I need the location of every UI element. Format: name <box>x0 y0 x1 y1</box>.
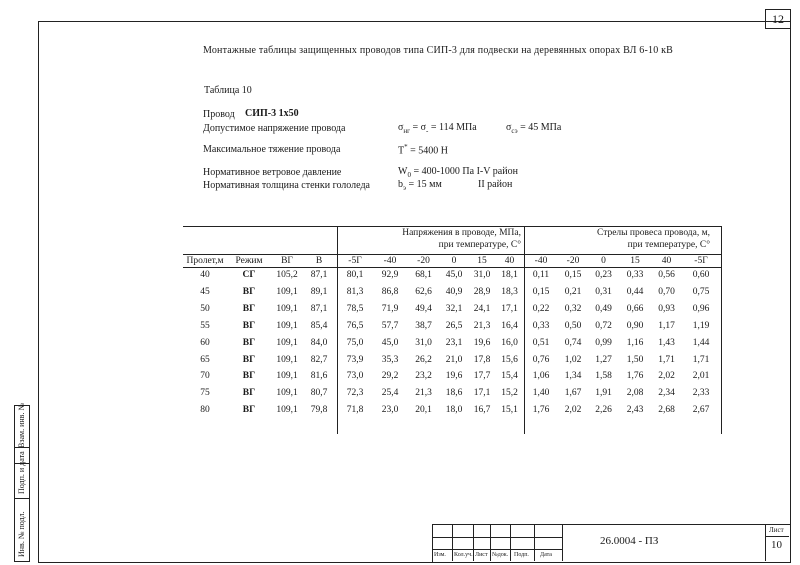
table-cell: 0,90 <box>626 320 644 331</box>
table-cell: 84,0 <box>310 337 328 348</box>
table-cell: 2,02 <box>564 405 582 416</box>
table-cell: 0,76 <box>532 354 550 365</box>
table-cell: 17,1 <box>473 388 491 399</box>
table-cell: 73,9 <box>346 354 364 365</box>
table-cell: 40,9 <box>445 286 463 297</box>
tb-col-kolych: Кол.уч. <box>454 552 473 558</box>
table-cell: 85,4 <box>310 320 328 331</box>
table-cell: 0,22 <box>532 303 550 314</box>
table-cell: 89,1 <box>310 286 328 297</box>
tb-col-podp: Подп. <box>514 552 529 558</box>
table-cell: 79,8 <box>310 405 328 416</box>
column-header: Пролет,м <box>186 256 224 266</box>
table-cell: 0,99 <box>595 337 612 348</box>
tension-label: Максимальное тяжение провода <box>203 144 341 155</box>
ice-label: Нормативная толщина стенки гололеда <box>203 180 370 191</box>
table-cell: 21,0 <box>445 354 463 365</box>
table-cell: 26,2 <box>415 354 432 365</box>
column-header: 0 <box>451 256 457 266</box>
stress-group-header-2: при температуре, С° <box>438 240 521 250</box>
table-cell: 73,0 <box>346 371 364 382</box>
mode-cell: ВГ <box>242 303 256 314</box>
table-cell: 81,3 <box>346 286 364 297</box>
table-cell: 2,68 <box>658 405 675 416</box>
table-cell: 109,1 <box>276 405 298 416</box>
table-cell: 32,1 <box>445 303 463 314</box>
span-cell: 50 <box>200 303 210 314</box>
column-header: В <box>315 256 323 266</box>
table-cell: 78,5 <box>346 303 364 314</box>
mode-cell: СГ <box>242 270 256 280</box>
column-header: -20 <box>566 256 580 266</box>
mode-cell: ВГ <box>242 337 256 348</box>
table-cell: 2,33 <box>692 388 710 399</box>
column-header: 0 <box>601 256 606 266</box>
table-cell: 2,67 <box>692 405 710 416</box>
table-cell: 1,34 <box>564 371 582 382</box>
table-cell: 0,15 <box>532 286 550 297</box>
table-header-line <box>183 254 722 255</box>
table-cell: 72,3 <box>346 388 364 399</box>
page-number: 12 <box>765 9 791 29</box>
wind-value: $W_0 = 400-1000$ Па I-V район <box>398 166 518 179</box>
table-cell: 1,76 <box>532 405 550 416</box>
table-cell: 1,71 <box>692 354 710 365</box>
table-cell: 24,1 <box>473 303 491 314</box>
column-header: ВГ <box>281 256 293 266</box>
table-cell: 87,1 <box>310 270 328 280</box>
table-cell: 0,51 <box>532 337 550 348</box>
table-cell: 109,1 <box>276 354 298 365</box>
wind-label: Нормативное ветровое давление <box>203 167 342 178</box>
table-cell: 15,6 <box>501 354 518 365</box>
title-block-col-3 <box>490 524 491 561</box>
column-header: -40 <box>383 256 397 266</box>
table-cell: 2,34 <box>658 388 675 399</box>
table-cell: 31,0 <box>473 270 491 280</box>
document-code: 26.0004 - ПЗ <box>600 535 659 547</box>
table-cell: 0,96 <box>692 303 710 314</box>
tb-col-izm: Изм. <box>434 552 446 558</box>
stress-value-2: $\sigma_{сэ} = 45$ МПа <box>506 122 562 135</box>
table-cell: 26,5 <box>445 320 463 331</box>
table-cell: 1,71 <box>658 354 675 365</box>
column-header: 15 <box>630 256 640 266</box>
mode-cell: ВГ <box>242 354 256 365</box>
table-cell: 16,7 <box>473 405 491 416</box>
title-block-col-6 <box>562 524 563 561</box>
ice-region: II район <box>478 179 513 190</box>
column-header: -40 <box>534 256 548 266</box>
table-cell: 1,27 <box>595 354 612 365</box>
table-cell: 19,6 <box>473 337 491 348</box>
span-cell: 75 <box>200 388 210 399</box>
table-cell: 87,1 <box>310 303 328 314</box>
side-stamp-inv-label: Инв. № подл. <box>17 511 26 557</box>
table-cell: 75,0 <box>346 337 364 348</box>
table-cell: 19,6 <box>445 371 463 382</box>
table-cell: 16,0 <box>501 337 518 348</box>
table-cell: 45,0 <box>381 337 399 348</box>
table-cell: 1,43 <box>658 337 675 348</box>
table-cell: 23,2 <box>415 371 432 382</box>
mode-cell: ВГ <box>242 371 256 382</box>
table-cell: 109,1 <box>276 286 298 297</box>
column-header: -5Г <box>694 256 708 266</box>
table-cell: 1,17 <box>658 320 675 331</box>
table-cell: 80,7 <box>310 388 328 399</box>
span-cell: 45 <box>200 286 210 297</box>
table-cell: 21,3 <box>415 388 432 399</box>
table-cell: 0,60 <box>692 270 710 280</box>
table-subheader-line <box>183 267 722 268</box>
table-cell: 80,1 <box>346 270 364 280</box>
table-cell: 1,91 <box>595 388 612 399</box>
table-cell: 1,19 <box>692 320 710 331</box>
table-cell: 0,74 <box>564 337 582 348</box>
table-cell: 45,0 <box>445 270 463 280</box>
table-cell: 38,7 <box>415 320 432 331</box>
side-stamp-sign-label: Подп. и дата <box>17 451 26 494</box>
mode-cell: ВГ <box>242 388 256 399</box>
column-header: -20 <box>417 256 430 266</box>
table-cell: 1,40 <box>532 388 550 399</box>
table-cell: 71,8 <box>346 405 364 416</box>
table-cell: 0,32 <box>564 303 582 314</box>
table-cell: 18,3 <box>501 286 518 297</box>
table-cell: 21,3 <box>473 320 491 331</box>
table-cell: 82,7 <box>310 354 328 365</box>
table-cell: 0,56 <box>658 270 675 280</box>
table-cell: 18,6 <box>445 388 463 399</box>
table-cell: 25,4 <box>381 388 399 399</box>
table-cell: 15,1 <box>501 405 518 416</box>
table-cell: 29,2 <box>381 371 399 382</box>
table-cell: 18,0 <box>445 405 463 416</box>
title-block-col-2 <box>473 524 474 561</box>
table-cell: 1,50 <box>626 354 644 365</box>
tb-col-data: Дата <box>540 552 552 558</box>
table-cell: 109,1 <box>276 388 298 399</box>
table-cell: 0,33 <box>532 320 550 331</box>
table-divider-right <box>721 226 722 434</box>
table-cell: 109,1 <box>276 320 298 331</box>
column-header: -5Г <box>348 256 362 266</box>
table-cell: 0,44 <box>626 286 644 297</box>
table-cell: 0,21 <box>564 286 582 297</box>
sag-group-header-2: при температуре, С° <box>627 240 710 250</box>
table-cell: 0,33 <box>626 270 644 280</box>
table-cell: 16,4 <box>501 320 518 331</box>
table-cell: 1,06 <box>532 371 550 382</box>
tb-col-list: Лист <box>475 552 488 558</box>
span-cell: 60 <box>200 337 210 348</box>
table-cell: 15,4 <box>501 371 518 382</box>
table-cell: 20,1 <box>415 405 432 416</box>
table-cell: 1,76 <box>626 371 644 382</box>
table-cell: 109,1 <box>276 337 298 348</box>
table-cell: 109,1 <box>276 303 298 314</box>
wire-label: Провод <box>203 109 235 120</box>
table-cell: 0,15 <box>564 270 582 280</box>
table-cell: 0,93 <box>658 303 675 314</box>
column-header: 15 <box>477 256 487 266</box>
table-cell: 62,6 <box>415 286 432 297</box>
table-top-line <box>183 226 722 227</box>
table-cell: 23,0 <box>381 405 399 416</box>
table-cell: 2,02 <box>658 371 675 382</box>
table-cell: 2,01 <box>692 371 710 382</box>
sheet-label: Лист <box>769 526 784 534</box>
table-cell: 18,1 <box>501 270 518 280</box>
table-cell: 109,1 <box>276 371 298 382</box>
table-cell: 0,72 <box>595 320 612 331</box>
table-cell: 76,5 <box>346 320 364 331</box>
side-stamp-replace-label: Взам. инв. № <box>17 402 26 448</box>
table-cell: 68,1 <box>415 270 432 280</box>
column-header: 40 <box>504 256 515 266</box>
ice-value: $b_э = 15$ мм <box>398 179 442 192</box>
title-block-col-1 <box>452 524 453 561</box>
title-block-col-5 <box>534 524 535 561</box>
table-cell: 71,9 <box>381 303 399 314</box>
table-cell: 0,66 <box>626 303 644 314</box>
tb-col-ndoc: №док. <box>492 552 509 558</box>
column-header: 40 <box>661 256 672 266</box>
table-cell: 35,3 <box>381 354 399 365</box>
table-cell: 17,8 <box>473 354 491 365</box>
table-cell: 105,2 <box>276 270 298 280</box>
sheet-number: 10 <box>771 539 782 551</box>
table-cell: 81,6 <box>310 371 328 382</box>
table-cell: 1,44 <box>692 337 710 348</box>
span-cell: 40 <box>200 270 210 280</box>
table-cell: 92,9 <box>381 270 399 280</box>
tension-value: Т* = 5400 Н <box>398 143 448 157</box>
table-cell: 31,0 <box>415 337 432 348</box>
table-cell: 15,2 <box>501 388 518 399</box>
document-title: Монтажные таблицы защищенных проводов типа СИП-3 для подвески на деревянных опорах ВЛ 6-10 кВ <box>203 45 674 56</box>
table-cell: 0,31 <box>595 286 612 297</box>
span-cell: 80 <box>200 405 210 416</box>
table-cell: 28,9 <box>473 286 491 297</box>
span-cell: 65 <box>200 354 210 365</box>
table-cell: 1,67 <box>564 388 582 399</box>
table-cell: 0,75 <box>692 286 710 297</box>
mode-cell: ВГ <box>242 405 256 416</box>
table-cell: 0,23 <box>595 270 612 280</box>
mode-cell: ВГ <box>242 320 256 331</box>
title-block-col-7 <box>765 524 766 561</box>
span-cell: 55 <box>200 320 210 331</box>
table-cell: 2,43 <box>626 405 644 416</box>
title-block-sheet-line <box>765 536 789 537</box>
stress-value-1: $\sigma_{нг} = \sigma_- = 114$ МПа <box>398 122 477 135</box>
table-cell: 0,11 <box>532 270 550 280</box>
column-header: Режим <box>235 256 263 266</box>
table-cell: 1,02 <box>564 354 582 365</box>
sag-group-header: Стрелы провеса провода, м, <box>596 228 710 238</box>
span-cell: 70 <box>200 371 210 382</box>
wire-value: СИП-3 1х50 <box>245 108 299 119</box>
table-cell: 2,08 <box>626 388 644 399</box>
stress-label: Допустимое напряжение провода <box>203 123 346 134</box>
table-cell: 17,7 <box>473 371 491 382</box>
table-label: Таблица 10 <box>204 85 252 96</box>
table-cell: 1,58 <box>595 371 612 382</box>
table-cell: 0,70 <box>658 286 675 297</box>
table-cell: 0,50 <box>564 320 582 331</box>
table-cell: 23,1 <box>445 337 463 348</box>
stress-group-header: Напряжения в проводе, МПа, <box>402 228 521 238</box>
table-cell: 86,8 <box>381 286 399 297</box>
table-cell: 2,26 <box>595 405 612 416</box>
mode-cell: ВГ <box>242 286 256 297</box>
table-cell: 17,1 <box>501 303 518 314</box>
table-cell: 57,7 <box>381 320 399 331</box>
table-cell: 0,49 <box>595 303 612 314</box>
title-block-col-4 <box>510 524 511 561</box>
table-cell: 49,4 <box>415 303 432 314</box>
table-cell: 1,16 <box>626 337 644 348</box>
